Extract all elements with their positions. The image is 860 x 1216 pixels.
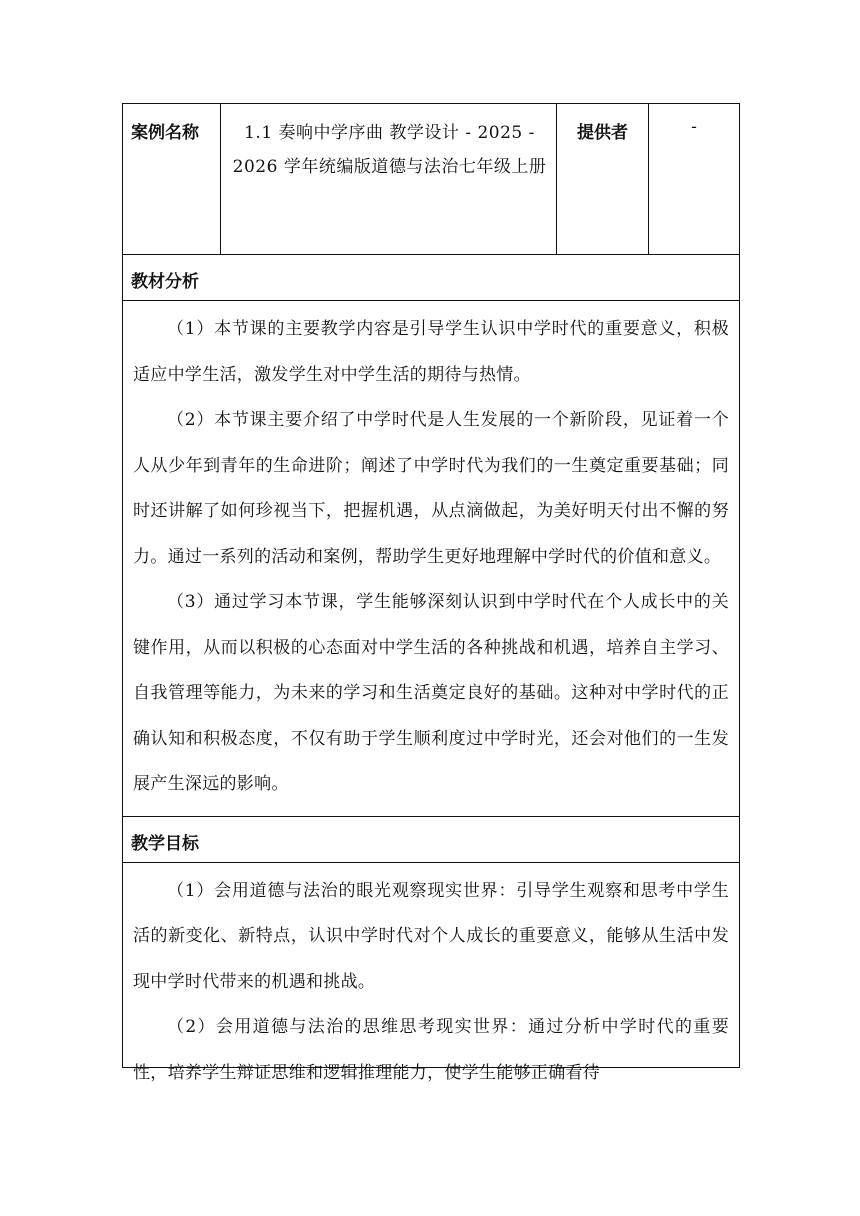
objectives-clip [133, 869, 729, 1083]
analysis-paragraph-3: （3）通过学习本节课，学生能够深刻认识到中学时代在个人成长中的关键作用，从而以积极的心态面对中学生活的各种挑战和机遇，培养自主学习、自我管理等能力，为未来的学习和生活奠定良好的基础。这种对中学时代的正确认知和积极态度，不仅有助于学生顺利度过中学时光，还会对他们的一生发展产生深远的影响。 [133, 592, 729, 794]
section-body-row [123, 301, 740, 817]
document-page [122, 103, 739, 1083]
provider-value: - [649, 104, 740, 255]
provider-label: 提供者 [557, 104, 649, 255]
analysis-paragraph-2: （2）本节课主要介绍了中学时代是人生发展的一个新阶段，见证着一个人从少年到青年的生命进阶；阐述了中学时代为我们的一生奠定重要基础；同时还讲解了如何珍视当下，把握机遇，从点滴做起，为美好明天付出不懈的努力。通过一系列的活动和案例，帮助学生更好地理解中学时代的价值和意义。 [133, 410, 729, 567]
section-heading-objectives: 教学目标 [123, 816, 740, 862]
section-heading-row [123, 255, 740, 301]
case-name-label: 案例名称 [123, 104, 221, 255]
objectives-paragraph-2: （2）会用道德与法治的思维思考现实世界：通过分析中学时代的重要性，培养学生辩证思维和逻辑推理能力，使学生能够正确看待 [133, 1017, 729, 1083]
header-row [123, 104, 740, 255]
case-title: 1.1 奏响中学序曲 教学设计 - 2025 - 2026 学年统编版道德与法治七年级上册 [221, 104, 557, 255]
section-body-analysis [123, 301, 740, 817]
analysis-paragraph-1: （1）本节课的主要教学内容是引导学生认识中学时代的重要意义，积极适应中学生活，激发学生对中学生活的期待与热情。 [133, 319, 729, 385]
lesson-plan-table [122, 103, 740, 1083]
section-heading-analysis: 教材分析 [123, 255, 740, 301]
section-body-row [123, 862, 740, 1067]
objectives-paragraph-1: （1）会用道德与法治的眼光观察现实世界：引导学生观察和思考中学生活的新变化、新特点，认识中学时代对个人成长的重要意义，能够从生活中发现中学时代带来的机遇和挑战。 [133, 880, 729, 992]
section-heading-row [123, 816, 740, 862]
section-body-objectives [123, 862, 740, 1083]
